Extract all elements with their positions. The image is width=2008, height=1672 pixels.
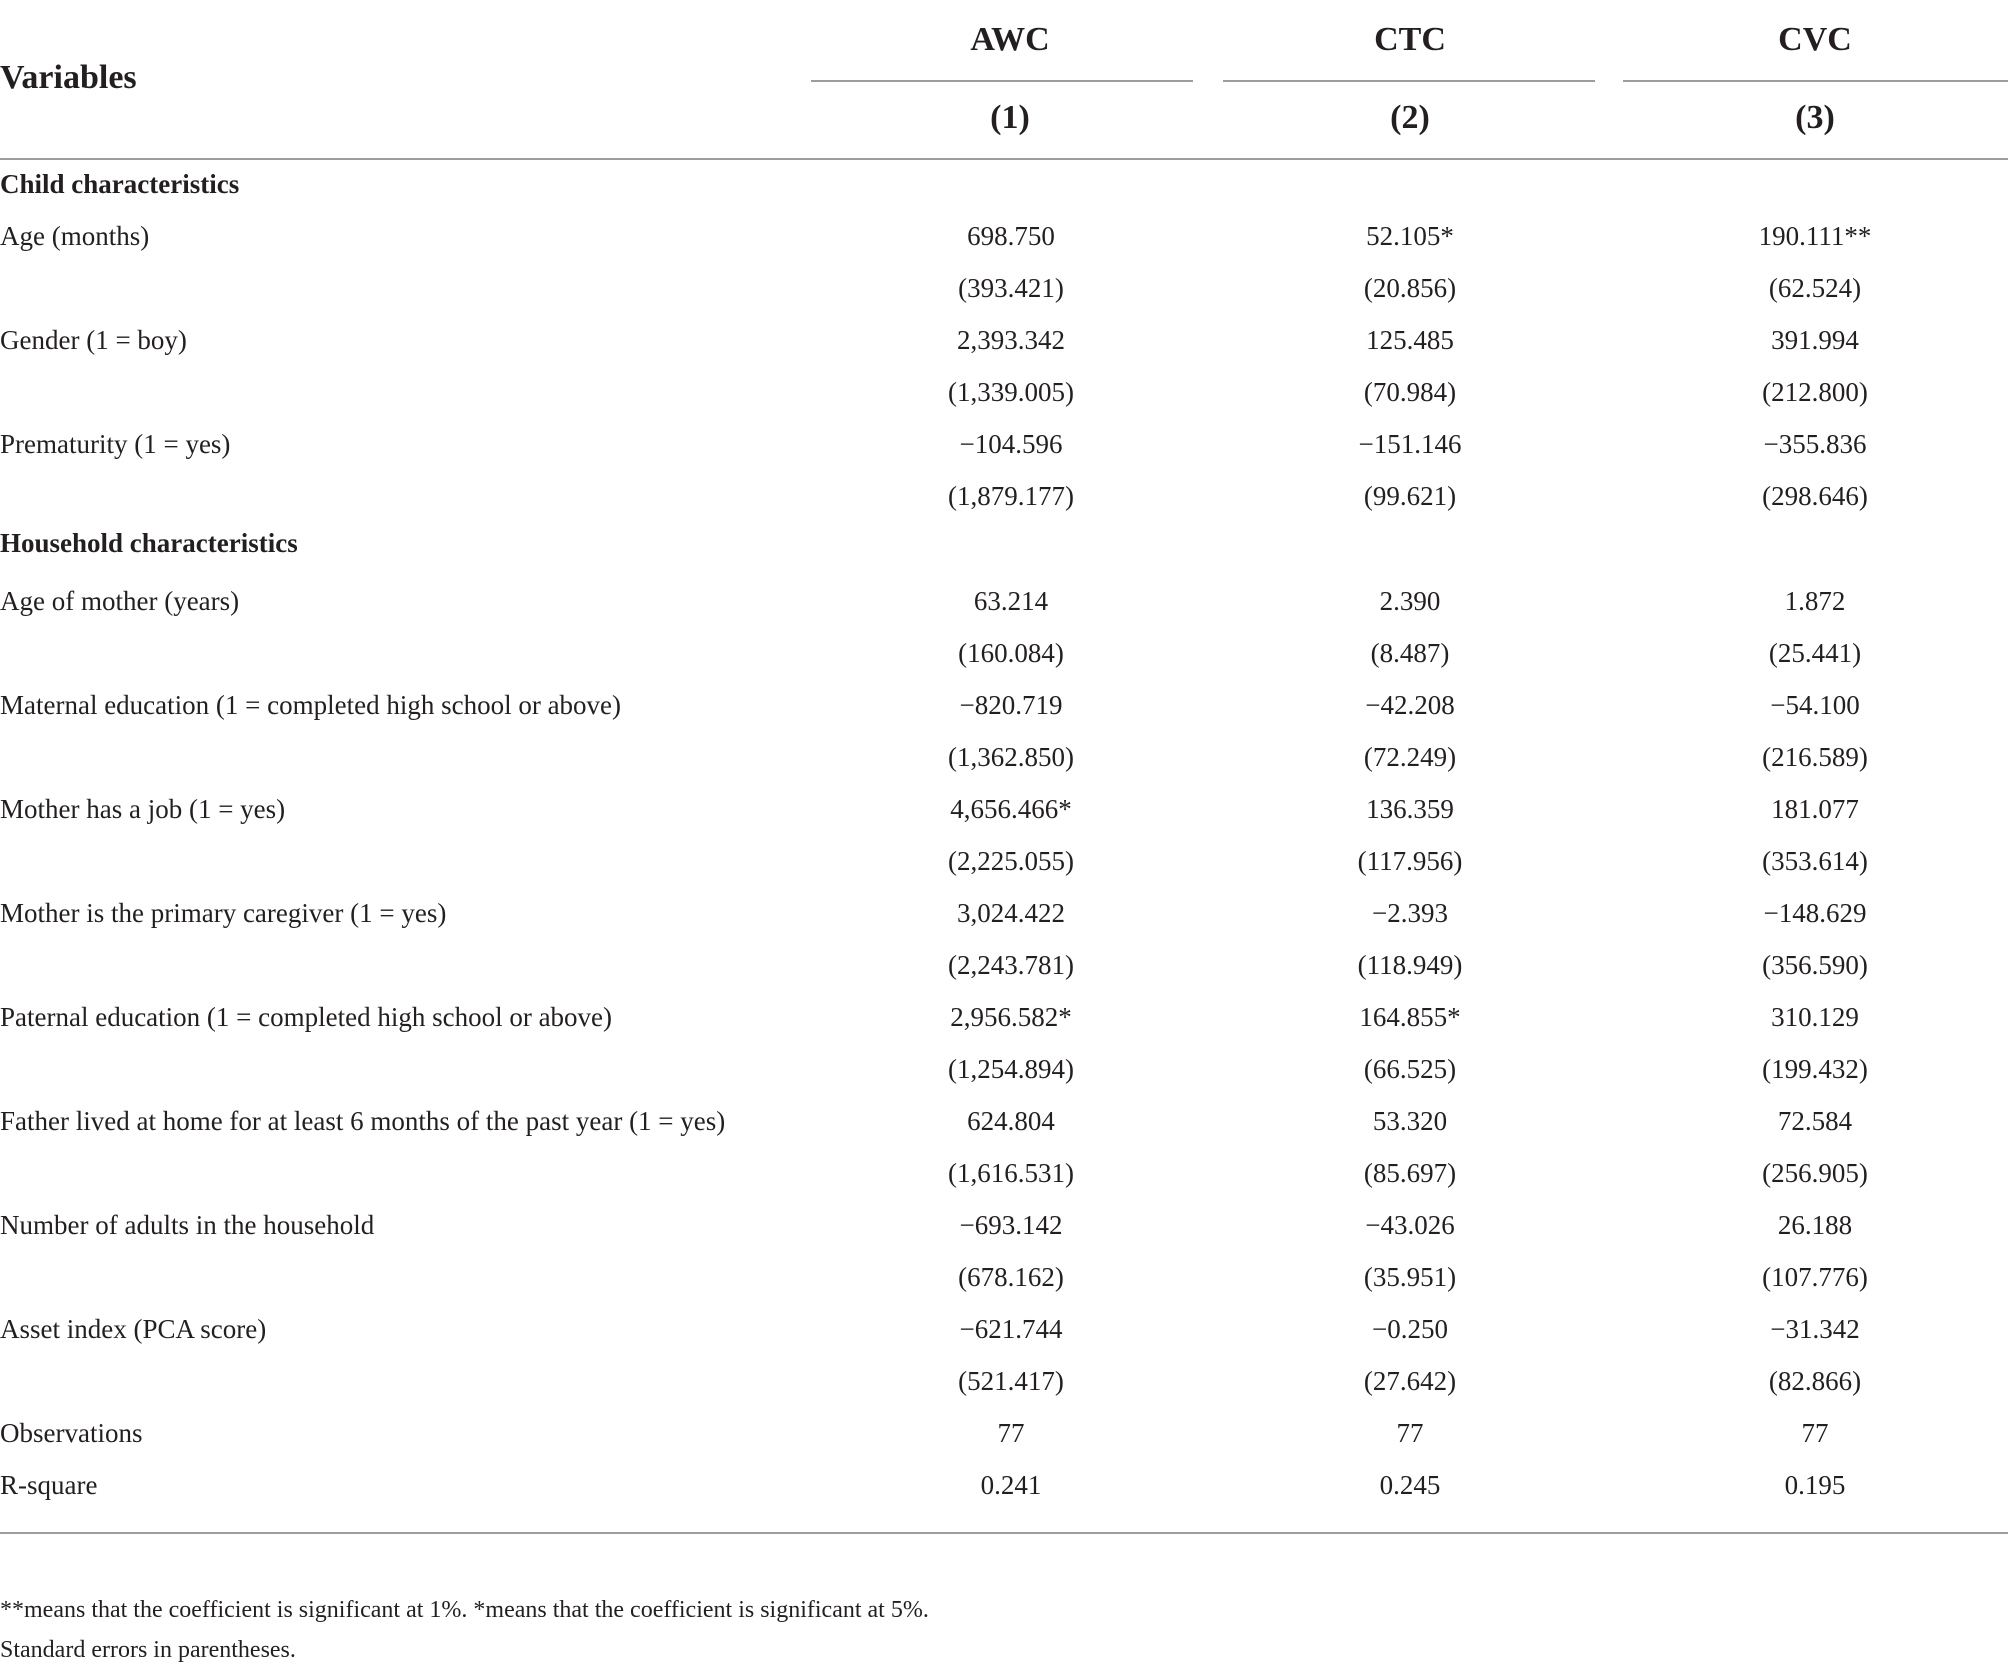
- cell-cvc: 310.129: [1771, 1002, 1859, 1032]
- footnote-significance: **means that the coefficient is significant at 1%. *means that the coefficient is significant at 5%.: [0, 1597, 929, 1623]
- cell-awc: (1,339.005): [948, 377, 1074, 407]
- table-row: [0, 584, 2008, 636]
- cell-cvc: (353.614): [1762, 846, 1868, 876]
- table-row: [0, 636, 2008, 688]
- header-bottom-rule: [0, 158, 2008, 160]
- cell-ctc: (117.956): [1357, 846, 1463, 876]
- cell-cvc: (356.590): [1762, 950, 1868, 980]
- column-rule-cvc: [1623, 80, 2008, 82]
- cell-ctc: −2.393: [1372, 898, 1448, 928]
- table-row: [0, 688, 2008, 740]
- table-row: [0, 271, 2008, 323]
- cell-cvc: 190.111**: [1758, 221, 1872, 251]
- variables-header: Variables: [0, 59, 137, 96]
- cell-ctc: (118.949): [1357, 950, 1463, 980]
- cell-ctc: −151.146: [1358, 429, 1462, 459]
- column-number-1: (1): [990, 99, 1030, 136]
- table-row: [0, 792, 2008, 844]
- cell-awc: 4,656.466*: [950, 794, 1072, 824]
- cell-cvc: (298.646): [1762, 481, 1868, 511]
- table-row: [0, 1052, 2008, 1104]
- row-label: Paternal education (1 = completed high school or above): [0, 1002, 613, 1032]
- cell-ctc: (72.249): [1363, 742, 1457, 772]
- column-rule-ctc: [1223, 80, 1595, 82]
- cell-awc: −820.719: [959, 690, 1063, 720]
- cell-cvc: −31.342: [1770, 1314, 1860, 1344]
- row-label: Maternal education (1 = completed high school or above): [0, 690, 622, 720]
- cell-cvc: (216.589): [1762, 742, 1868, 772]
- cell-cvc: −355.836: [1763, 429, 1867, 459]
- cell-ctc: (66.525): [1363, 1054, 1457, 1084]
- cell-cvc: −54.100: [1770, 690, 1860, 720]
- row-label: Father lived at home for at least 6 months of the past year (1 = yes): [0, 1106, 726, 1136]
- cell-awc: (678.162): [958, 1262, 1064, 1292]
- table-row: [0, 219, 2008, 271]
- row-label: Asset index (PCA score): [0, 1314, 267, 1344]
- cell-cvc: 1.872: [1784, 586, 1846, 616]
- row-label: Number of adults in the household: [0, 1210, 375, 1240]
- cell-cvc: (212.800): [1762, 377, 1868, 407]
- cell-awc: 624.804: [967, 1106, 1055, 1136]
- cell-awc: (521.417): [958, 1366, 1064, 1396]
- cell-awc: (1,616.531): [948, 1158, 1074, 1188]
- column-number-3: (3): [1795, 99, 1835, 136]
- cell-cvc: 26.188: [1777, 1210, 1853, 1240]
- cell-ctc: −42.208: [1365, 690, 1455, 720]
- table-row: [0, 1260, 2008, 1312]
- cell-cvc: (199.432): [1762, 1054, 1868, 1084]
- cell-awc: (393.421): [958, 273, 1064, 303]
- cell-cvc: −148.629: [1763, 898, 1867, 928]
- table-row: [0, 1156, 2008, 1208]
- section-child-characteristics: Child characteristics: [0, 169, 240, 199]
- cell-awc: −693.142: [959, 1210, 1063, 1240]
- cell-awc: −621.744: [959, 1314, 1063, 1344]
- cell-awc: 3,024.422: [957, 898, 1065, 928]
- cell-cvc: (62.524): [1768, 273, 1862, 303]
- column-header-awc: AWC: [970, 21, 1050, 58]
- cell-cvc: (25.441): [1768, 638, 1862, 668]
- cell-ctc: 136.359: [1366, 794, 1454, 824]
- footnote-standard-errors: Standard errors in parentheses.: [0, 1637, 296, 1663]
- cell-awc: (160.084): [958, 638, 1064, 668]
- column-header-ctc: CTC: [1374, 21, 1446, 58]
- table-row: [0, 740, 2008, 792]
- table-row: [0, 1104, 2008, 1156]
- cell-ctc: 52.105*: [1366, 221, 1454, 251]
- column-number-2: (2): [1390, 99, 1430, 136]
- cell-ctc: (20.856): [1363, 273, 1457, 303]
- table-row: [0, 479, 2008, 531]
- cell-ctc: (35.951): [1363, 1262, 1457, 1292]
- cell-ctc: −43.026: [1365, 1210, 1455, 1240]
- cell-awc: 77: [997, 1418, 1025, 1448]
- cell-ctc: 53.320: [1372, 1106, 1448, 1136]
- cell-awc: 698.750: [967, 221, 1055, 251]
- cell-cvc: (107.776): [1762, 1262, 1868, 1292]
- cell-awc: (2,225.055): [948, 846, 1074, 876]
- table-row: [0, 1000, 2008, 1052]
- cell-ctc: 77: [1396, 1418, 1424, 1448]
- column-rule-awc: [811, 80, 1193, 82]
- cell-cvc: (256.905): [1762, 1158, 1868, 1188]
- cell-ctc: (27.642): [1363, 1366, 1457, 1396]
- cell-ctc: 0.245: [1379, 1470, 1441, 1500]
- section-household-characteristics: Household characteristics: [0, 528, 298, 558]
- table-row: [0, 1312, 2008, 1364]
- cell-awc: (1,362.850): [948, 742, 1074, 772]
- cell-cvc: 391.994: [1771, 325, 1859, 355]
- cell-cvc: 72.584: [1777, 1106, 1853, 1136]
- cell-awc: 0.241: [980, 1470, 1042, 1500]
- cell-ctc: 164.855*: [1359, 1002, 1461, 1032]
- cell-awc: 63.214: [973, 586, 1049, 616]
- row-label: Age (months): [0, 221, 150, 251]
- cell-cvc: 77: [1801, 1418, 1829, 1448]
- cell-awc: (1,254.894): [948, 1054, 1074, 1084]
- cell-cvc: (82.866): [1768, 1366, 1862, 1396]
- cell-ctc: (70.984): [1363, 377, 1457, 407]
- cell-awc: (1,879.177): [948, 481, 1074, 511]
- row-label: Age of mother (years): [0, 586, 240, 616]
- cell-ctc: (99.621): [1363, 481, 1457, 511]
- cell-cvc: 0.195: [1784, 1470, 1846, 1500]
- cell-ctc: (8.487): [1370, 638, 1450, 668]
- row-label: Gender (1 = boy): [0, 325, 187, 355]
- row-label: Mother has a job (1 = yes): [0, 794, 286, 824]
- table-bottom-rule: [0, 1532, 2008, 1534]
- row-label: Prematurity (1 = yes): [0, 429, 231, 459]
- table-row: [0, 375, 2008, 427]
- table-row: [0, 896, 2008, 948]
- table-row: [0, 948, 2008, 1000]
- table-row: [0, 323, 2008, 375]
- table-row: [0, 427, 2008, 479]
- cell-ctc: 2.390: [1379, 586, 1441, 616]
- row-label: Observations: [0, 1418, 143, 1448]
- cell-awc: 2,956.582*: [950, 1002, 1072, 1032]
- column-header-cvc: CVC: [1778, 21, 1852, 58]
- cell-awc: 2,393.342: [957, 325, 1065, 355]
- cell-ctc: (85.697): [1363, 1158, 1457, 1188]
- table-row: [0, 1468, 2008, 1520]
- table-row: [0, 1416, 2008, 1468]
- cell-ctc: −0.250: [1372, 1314, 1448, 1344]
- row-label: Mother is the primary caregiver (1 = yes): [0, 898, 447, 928]
- cell-awc: −104.596: [959, 429, 1063, 459]
- cell-awc: (2,243.781): [948, 950, 1074, 980]
- cell-ctc: 125.485: [1366, 325, 1454, 355]
- table-row: [0, 844, 2008, 896]
- table-row: [0, 1364, 2008, 1416]
- row-label: R-square: [0, 1470, 98, 1500]
- table-row: [0, 1208, 2008, 1260]
- cell-cvc: 181.077: [1771, 794, 1859, 824]
